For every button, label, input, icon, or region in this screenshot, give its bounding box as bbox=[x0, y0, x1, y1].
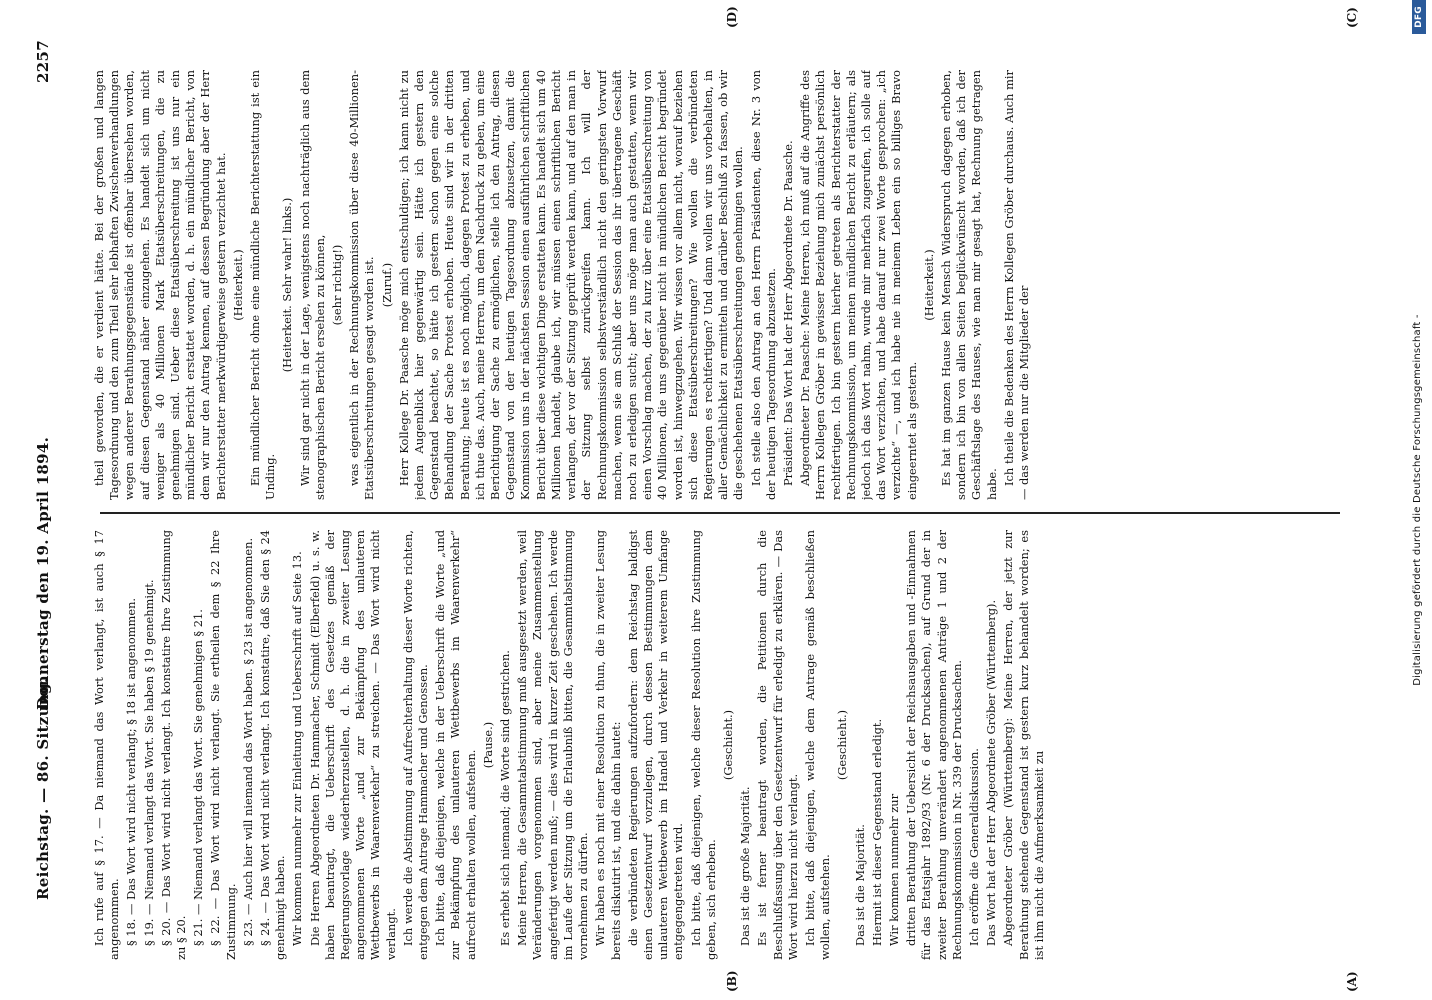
paragraph: Wir kommen nunmehr zur Einleitung und Ueberschrift auf Seite 13. bbox=[290, 551, 305, 946]
paragraph: die verbündeten Regierungen aufzufordern: dem Reichstag baldigst einen Gesetzentwurf vorzulegen, durch dessen Bestimmungen dem unlauteren Wettbewerb im Handel und Verkehr in weiterem Umfange entgegengetreten wird. bbox=[625, 530, 686, 960]
paragraph: Ich werde die Abstimmung auf Aufrechterhaltung dieser Worte richten, entgegen dem Antrage Hammacher und Genossen. bbox=[400, 530, 431, 960]
paragraph: Herr Kollege Dr. Paasche möge mich entschuldigen; ich kann nicht zu jedem Augenblick hier gegenwärtig sein. Hätte ich gestern den Gegenstand beachtet, so hätte ich gestern schon gegen eine solche Behandlung der Sache Protest erhoben. Heute sind wir in der dritten Berathung; heute ist es noch möglich, dagegen Protest zu erheben, und ich thue das. Auch, meine Herren, um dem Nachdruck zu geben, um eine Berichtigung der Sache zu ermöglichen, stelle ich den Antrag, diesen Gegenstand von der heutigen Tagesordnung abzusetzen, damit die Kommission uns in der nächsten Session einen ausführlichen schriftlichen Bericht über diese wichtigen Dinge erstatten kann. Es handelt sich um 40 Millionen handelt, glaube ich, wir müssen einen schriftlichen Bericht verlangen, der vor der Sitzung geprüft werden kann, und auf den man in der Sitzung selbst zurückgreifen kann. Ich will der Rechnungskommission selbstverständlich nicht den geringsten Vorwurf machen, wenn sie am Schluß der Session das ihr übertragene Geschäft noch zu erledigen sucht; aber uns möge man auch gestatten, wenn wir einen Vorschlag machen, der zu kurz über eine Etatsüberschreitung von 40 Millionen, die uns gegenüber nicht in mündlichen Bericht begründet worden ist, hinwegzugehen. Wir wissen vor allem nicht, worauf beziehen sich diese Etatsüberschreitungen? Wie wollen die verbündeten Regierungen es rechtfertigen? Und dann wollen wir uns vorbehalten, in aller Gemächlichkeit zu ermitteln und darüber Beschluß zu fassen, ob wir die geschehenen Etatsüberschreitungen genehmigen wollen. bbox=[396, 70, 746, 500]
paragraph: (Heiterkeit. Sehr wahr! links.) bbox=[280, 197, 295, 373]
paragraph: Präsident: Das Wort hat der Herr Abgeordnete Dr. Paasche. bbox=[780, 140, 795, 486]
paragraph: § 22. — Das Wort wird nicht verlangt. Sie ertheilen dem § 22 Ihre Zustimmung. bbox=[208, 530, 238, 960]
paragraph: Ich bitte, daß diejenigen, welche in der Ueberschrift die Worte „und zur Bekämpfung des unlauteren Wettbewerbs im Waarenverkehr“ aufrecht erhalten wollen, aufstehen. bbox=[433, 530, 478, 960]
margin-marker-b: (B) bbox=[725, 970, 739, 992]
paragraph: § 19. — Niemand verlangt das Wort. Sie haben § 19 genehmigt. bbox=[141, 579, 156, 946]
paragraph: (Geschieht.) bbox=[720, 709, 735, 781]
paragraph: Es ist ferner beantragt worden, die Petitionen durch die Beschlußfassung über den Gesetzentwurf für erledigt zu erklären. — Das Wort wird hierzu nicht verlangt. bbox=[755, 530, 800, 960]
margin-marker-a: (A) bbox=[1345, 971, 1359, 992]
paragraph: Wir sind gar nicht in der Lage, wenigstens noch nachträglich aus dem stenographischen Bericht ersehen zu können, bbox=[297, 70, 327, 500]
paragraph: Ich bitte, daß diejenigen, welche dieser Resolution ihre Zustimmung geben, sich erheben. bbox=[688, 530, 718, 960]
paragraph: Wir haben es noch mit einer Resolution zu thun, die in zweiter Lesung bereits diskutirt ist, und die dahin lautet: bbox=[593, 530, 623, 960]
paragraph: Meine Herren, die Gesammtabstimmung muß ausgesetzt werden, weil Veränderungen vorgenommen sind, aber meine Zusammenstellung angefertigt werden muß; — dies wird in kurzer Zeit geschehen. Ich werde im Laufe der Sitzung um die Erlaubniß bitten, die Gesammtabstimmung vornehmen zu dürfen. bbox=[515, 530, 591, 960]
digitization-footer bbox=[1412, 0, 1426, 1000]
paragraph: dritten Berathung der Uebersicht der Reichsausgaben und -Einnahmen für das Etatsjahr 1892/93 (Nr. 6 der Drucksachen), auf Grund der in zweiter Berathung unverändert angenommenen Anträge 1 und 2 der Rechnungskommission in Nr. 339 der Drucksachen. bbox=[904, 530, 964, 960]
paragraph: Abgeordneter Dr. Paasche: Meine Herren, ich muß auf die Angriffe des Herrn Kollegen Gröber in gewisser Beziehung mich zunächst persönlich rechtfertigen. Ich bin gestern hierher getreten als Berichterstatter der Rechnungskommission, um meinen mündlichen Bericht zu erläutern; als jedoch ich das Wort nahm, wurde mir mehrfach zugerufen, ich solle auf das Wort verzichten, und habe darauf nur zwei Worte gesprochen: „ich verzichte“ —, und ich habe nie in meinem Leben ein so billiges Bravo eingeerntet als gestern. bbox=[798, 70, 919, 500]
paragraph: Ein mündlicher Bericht ohne eine mündliche Berichterstattung ist ein Unding. bbox=[248, 70, 278, 500]
paragraph: Hiermit ist dieser Gegenstand erledigt. bbox=[869, 718, 884, 946]
paragraph: theil geworden, die er verdient hätte. Bei der großen und langen Tagesordnung und den zum Theil sehr lebhaften Zwischenverhandlungen wegen anderer Berathungsgegenstände ist offenbar übersehen worden, auf diesen Gegenstand näher einzugehen. Es handelt sich um nicht weniger als 40 Millionen Mark Etatsüberschreitungen, die zu genehmigen sind. Ueber diese Etatsüberschreitung ist uns nur ein mündlicher Bericht erstattet worden, d. h. ein mündlicher Bericht, von dem wir nur den Antrag kennen, auf dessen Begründung aber der Herr Berichterstatter merkwürdigerweise gestern verzichtet hat. bbox=[92, 70, 228, 500]
paragraph: (Zuruf.) bbox=[379, 262, 394, 308]
paragraph: Ich theile die Bedenken des Herrn Kollegen Gröber durchaus. Auch mir — das werden nur die Mitglieder der bbox=[1001, 70, 1031, 500]
paragraph: Abgeordneter Gröber (Württemberg): Meine Herren, der jetzt zur Berathung stehende Gegenstand ist gestern kurz behandelt worden; es ist ihm nicht die Aufmerksamkeit zu bbox=[1001, 530, 1046, 960]
paragraph: Das ist die große Majorität. bbox=[738, 786, 753, 946]
margin-marker-c: (C) bbox=[1345, 7, 1359, 28]
paragraph: Es hat im ganzen Hause kein Mensch Widerspruch dagegen erhoben, sondern ich bin von allen Seiten beglückwünscht worden, daß ich der Geschäftslage des Hauses, wie man mir gesagt hat, Rechnung getragen habe. bbox=[938, 70, 999, 500]
paragraph: (Geschieht.) bbox=[835, 709, 850, 781]
left-column bbox=[92, 530, 1352, 960]
paragraph: § 23. — Auch hier will niemand das Wort haben. § 23 ist angenommen. bbox=[240, 537, 255, 946]
header-session: Reichstag. — 86. Sitzung. bbox=[34, 677, 52, 900]
paragraph: Die Herren Abgeordneten Dr. Hammacher, Schmidt (Elberfeld) u. s. w. haben beantragt, die Ueberschrift des Gesetzes gemäß der Regierungsvorlage wiederherzustellen, d. h. die in zweiter Lesung angenommenen Worte „und zur Bekämpfung des unlauteren Wettbewerbs in Waarenverkehr“ zu streichen. — Das Wort wird nicht verlangt. bbox=[307, 530, 398, 960]
paragraph: § 24. — Das Wort wird nicht verlangt. Ich konstatire, daß Sie den § 24 genehmigt haben. bbox=[258, 530, 288, 960]
paragraph: (sehr richtig!) bbox=[330, 244, 345, 326]
paragraph: (Heiterkeit.) bbox=[921, 249, 936, 321]
page-number: 2257 bbox=[34, 40, 52, 83]
paragraph: Ich rufe auf § 17. — Da niemand das Wort verlangt, ist auch § 17 angenommen. bbox=[92, 530, 122, 960]
column-divider bbox=[100, 512, 1340, 514]
paragraph: (Pause.) bbox=[480, 721, 495, 769]
paragraph: § 18. — Das Wort wird nicht verlangt; § 18 ist angenommen. bbox=[124, 597, 139, 946]
page-header bbox=[34, 40, 56, 960]
paragraph: Ich stelle also den Antrag an den Herrn Präsidenten, diese Nr. 3 von der heutigen Tagesordnung abzusetzen. bbox=[748, 70, 778, 500]
paragraph: Es erhebt sich niemand; die Worte sind gestrichen. bbox=[498, 650, 513, 946]
dfg-logo: DFG bbox=[1412, 0, 1426, 34]
digitization-note: Digitalisierung gefördert durch die Deutsche Forschungsgemeinschaft - bbox=[1412, 314, 1423, 686]
paragraph: Das Wort hat der Herr Abgeordnete Gröber (Württemberg). bbox=[984, 599, 999, 946]
right-column bbox=[92, 70, 1352, 500]
paragraph: Ich bitte, daß diejenigen, welche dem Antrage gemäß beschließen wollen, aufstehen. bbox=[802, 530, 833, 960]
paragraph: § 20. — Das Wort wird nicht verlangt. Ich konstatire Ihre Zustimmung zu § 20. bbox=[158, 530, 189, 960]
paragraph: Ich eröffne die Generaldiskussion. bbox=[966, 748, 981, 946]
paragraph: § 21. — Niemand verlangt das Wort. Sie genehmigen § 21. bbox=[191, 609, 206, 946]
paragraph: was eigentlich in der Rechnungskommission über diese 40-Millionen-Etatsüberschreitungen gesagt worden ist. bbox=[347, 70, 377, 500]
margin-marker-d: (D) bbox=[725, 6, 739, 28]
paragraph: (Heiterkeit.) bbox=[230, 249, 245, 321]
paragraph: Wir kommen nunmehr zur bbox=[886, 793, 901, 946]
paragraph: Das ist die Majorität. bbox=[852, 824, 867, 946]
header-date: Donnerstag den 19. April 1894. bbox=[34, 436, 52, 710]
